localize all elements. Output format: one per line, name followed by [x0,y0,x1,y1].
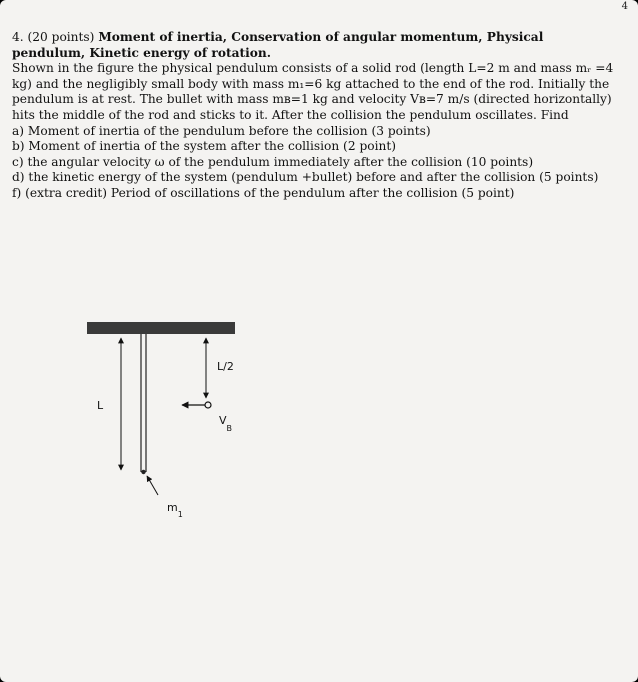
problem-body-line: Shown in the figure the physical pendulum consists of a solid rod (length L=2 m and mass mᵣ =4 [12,61,614,76]
mass-pointer-arrow [147,476,158,495]
problem-part-f: f) (extra credit) Period of oscillations of the pendulum after the collision (5 point) [12,185,515,200]
problem-part-a: a) Moment of inertia of the pendulum before the collision (3 points) [12,123,431,138]
problem-part-c: c) the angular velocity ω of the pendulum immediately after the collision (10 points) [12,154,534,169]
problem-part-d: d) the kinetic energy of the system (pendulum +bullet) before and after the collision (5 points) [12,170,599,185]
page-number: 4 [621,1,628,12]
label-mass: $m_1$ [167,501,183,519]
bullet [205,402,211,408]
problem-number: 4. (20 points) [12,30,95,44]
label-half-length: L/2 [217,360,234,373]
label-velocity: $V_B$ [219,414,233,433]
label-length: L [97,399,104,412]
problem-part-b: b) Moment of inertia of the system after the collision (2 point) [12,139,396,154]
problem-topic-line1: Moment of inertia, Conservation of angular momentum, Physical [98,30,544,44]
mass-body-m1 [141,470,145,474]
problem-body-line: hits the middle of the rod and sticks to it. After the collision the pendulum oscillates. Find [12,107,569,122]
problem-body-line: pendulum is at rest. The bullet with mass mʙ=1 kg and velocity Vʙ=7 m/s (directed horizontally) [12,92,612,107]
ceiling-support [87,322,235,334]
problem-body-line: kg) and the negligibly small body with mass m₁=6 kg attached to the end of the rod. Initially the [12,76,610,91]
problem-topic-line2: pendulum, Kinetic energy of rotation. [12,45,271,60]
pendulum-rod [141,334,146,472]
